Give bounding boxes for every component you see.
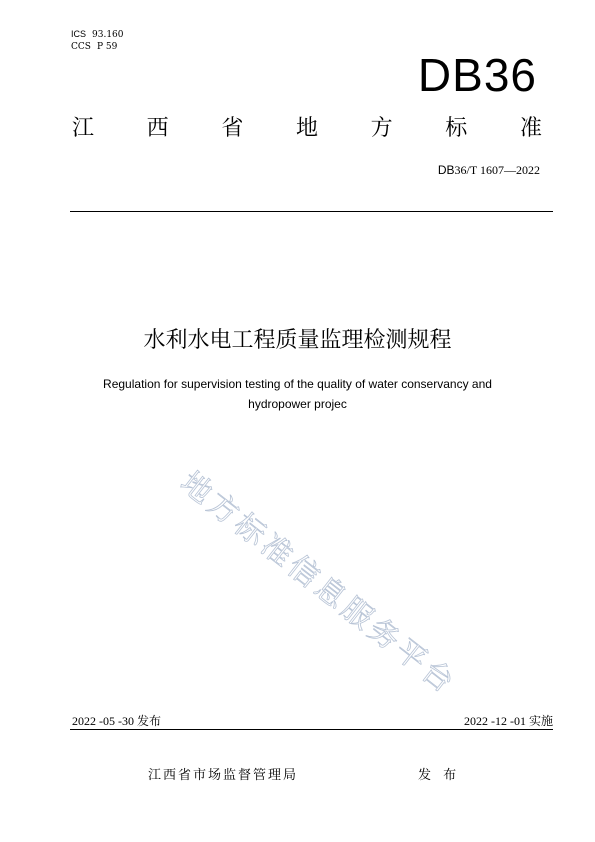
standard-type-char: 地: [295, 116, 318, 141]
ccs-value: P 59: [96, 42, 118, 52]
ccs-label: CCS: [71, 42, 91, 52]
implementation-date-suffix: 实施: [528, 714, 553, 728]
title-en-line: Regulation for supervision testing of the quality of water conservancy and: [103, 377, 492, 391]
issue-date: [72, 713, 161, 729]
issue-label: 发 布: [418, 768, 461, 783]
standard-type: [72, 114, 542, 144]
standard-type-char: 准: [519, 116, 542, 141]
classification-codes: [71, 28, 124, 53]
ccs-row: [71, 41, 124, 53]
ics-label: ICS: [71, 29, 87, 39]
issuing-authority: 江西省市场监督管理局: [148, 768, 299, 783]
issue-date-suffix: 发布: [137, 714, 162, 728]
footer-divider: [70, 729, 553, 730]
standard-type-char: 江: [72, 116, 95, 141]
standard-type-char: 标: [445, 116, 468, 141]
standard-code-large: DB36: [417, 49, 537, 101]
standard-type-char: 省: [221, 116, 244, 141]
document-title-en: [80, 374, 515, 414]
title-en-line: hydropower projec: [248, 397, 347, 411]
ics-value: 93.160: [92, 30, 124, 40]
watermark: 地方标准信息服务平台: [173, 465, 464, 703]
standard-number-prefix: DB: [437, 163, 455, 177]
document-title-cn: 水利水电工程质量监理检测规程: [143, 328, 452, 353]
standard-number: [438, 162, 540, 178]
issue-date-value: 2022 -05 -30: [72, 714, 134, 728]
ics-row: [71, 28, 124, 41]
standard-type-char: 方: [370, 116, 393, 141]
implementation-date: [464, 713, 553, 729]
standard-type-char: 西: [146, 116, 169, 141]
standard-number-rest: 36/T 1607—2022: [454, 163, 540, 177]
header-divider: [70, 211, 553, 212]
implementation-date-value: 2022 -12 -01: [463, 714, 526, 728]
